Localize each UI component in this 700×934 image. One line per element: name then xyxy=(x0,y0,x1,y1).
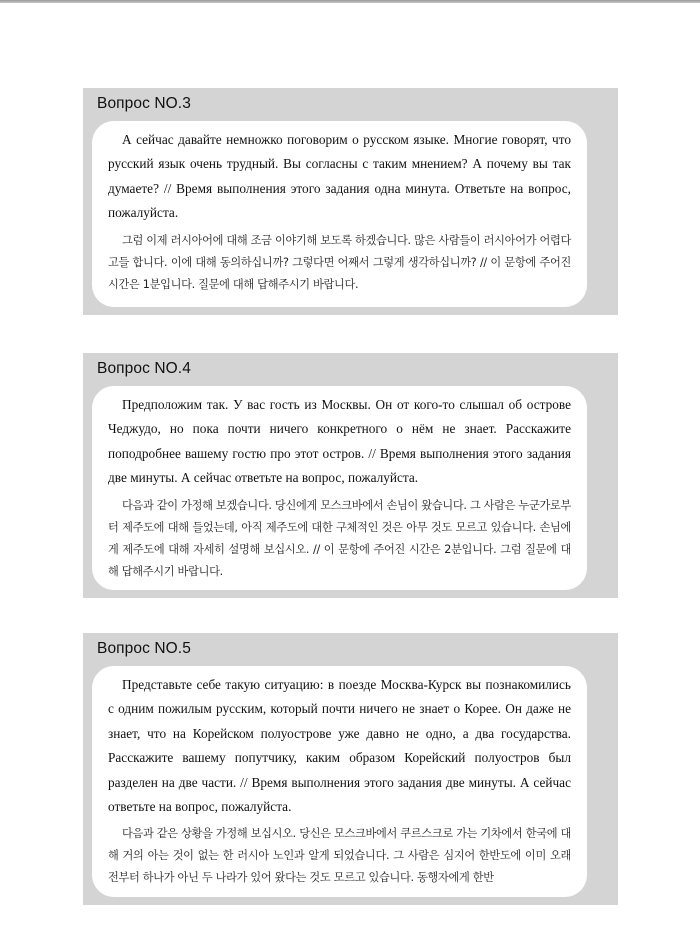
question-box-3 xyxy=(83,88,618,315)
question-title: Вопрос NO.5 xyxy=(97,640,191,657)
question-text-korean: 그럼 이제 러시아어에 대해 조금 이야기해 보도록 하겠습니다. 많은 사람들이 러시아어가 어렵다고들 합니다. 이에 대해 동의하십니까? 그렇다면 어째서 그렇게 생각하십니까? // 이 문항에 주어진 시간은 1분입니다. 질문에 대해 답해주시기 바랍니다. xyxy=(108,233,571,291)
question-box-4 xyxy=(83,353,618,598)
question-card xyxy=(92,666,587,897)
question-title: Вопрос NO.4 xyxy=(97,360,191,377)
question-text-russian: Предположим так. У вас гость из Москвы. Он от кого-то слышал об острове Чеджудо, но пока почти ничего конкретного о нём не знает. Расскажите поподробнее вашему гостю про этот остров. // Время выполнения этого задания две минуты. А сейчас ответьте на вопрос, пожалуйста. xyxy=(108,397,571,486)
question-text-korean: 다음과 같은 상황을 가정해 보십시오. 당신은 모스크바에서 쿠르스크로 가는 기차에서 한국에 대해 거의 아는 것이 없는 한 러시아 노인과 알게 되었습니다. 그 사람은 심지어 한반도에 이미 오래 전부터 하나가 아닌 두 나라가 있어 왔다는 것도 모르고 있습니다. 동행자에게 한반 xyxy=(108,827,571,885)
page-top-rule xyxy=(0,0,700,3)
question-text-russian: А сейчас давайте немножко поговорим о русском языке. Многие говорят, что русский язык очень трудный. Вы согласны с таким мнением? А почему вы так думаете? // Время выполнения этого задания одна минута. Ответьте на вопрос, пожалуйста. xyxy=(108,132,571,221)
question-card xyxy=(92,386,587,590)
question-title: Вопрос NO.3 xyxy=(97,95,191,112)
question-text-russian: Представьте себе такую ситуацию: в поезде Москва-Курск вы познакомились с одним пожилым русским, который почти ничего не знает о Корее. Он даже не знает, что на Корейском полуострове уже давно не одно, а два государства. Расскажите вашему попутчику, каким образом Корейский полуостров был разделен на две части. // Время выполнения этого задания две минуты. А сейчас ответьте на вопрос, пожалуйста. xyxy=(108,677,571,815)
question-card xyxy=(92,121,587,307)
question-box-5 xyxy=(83,633,618,905)
question-text-korean: 다음과 같이 가정해 보겠습니다. 당신에게 모스크바에서 손님이 왔습니다. 그 사람은 누군가로부터 제주도에 대해 들었는데, 아직 제주도에 대한 구체적인 것은 아무 것도 모르고 있습니다. 손님에게 제주도에 대해 자세히 설명해 보십시오. // 이 문항에 주어진 시간은 2분입니다. 그럼 질문에 대해 답해주시기 바랍니다. xyxy=(108,498,571,578)
